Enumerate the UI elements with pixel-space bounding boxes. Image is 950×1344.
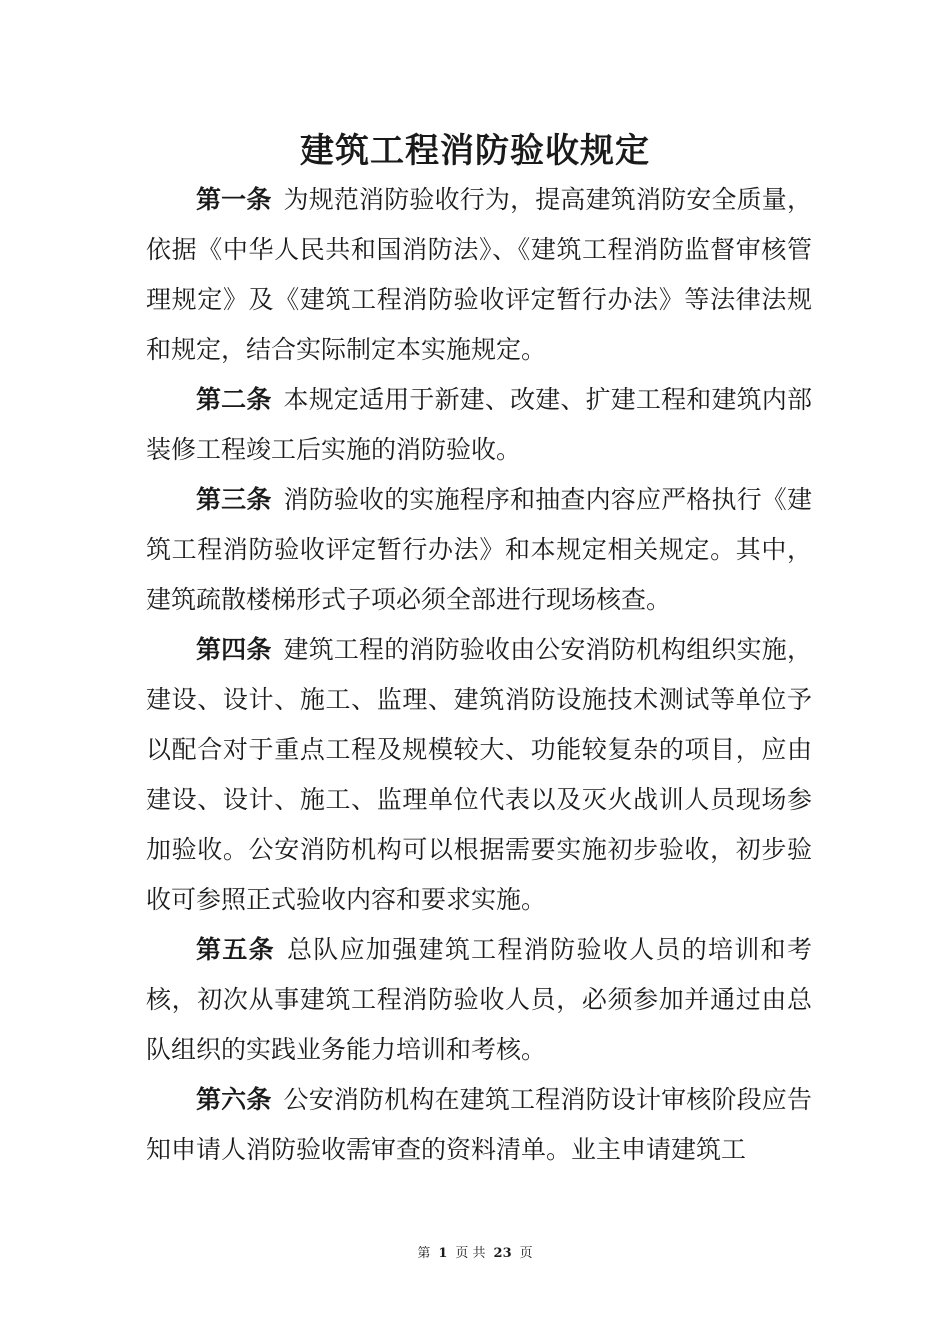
document-title: 建筑工程消防验收规定 bbox=[300, 131, 650, 171]
article-label: 第二条 bbox=[196, 385, 272, 414]
document-body bbox=[146, 175, 812, 1175]
article-5 bbox=[146, 925, 812, 1075]
article-text: 总队应加强建筑工程消防验收人员的培训和考核，初次从事建筑工程消防验收人员，必须参加并通过由总队组织的实践业务能力培训和考核。 bbox=[146, 935, 812, 1064]
article-3 bbox=[146, 475, 812, 625]
article-label: 第五条 bbox=[196, 935, 275, 964]
article-2 bbox=[146, 375, 812, 475]
footer-suffix: 页 bbox=[519, 1246, 533, 1261]
page-footer bbox=[0, 1244, 950, 1264]
total-page-count: 23 bbox=[493, 1246, 512, 1261]
article-text: 为规范消防验收行为，提高建筑消防安全质量，依据《中华人民共和国消防法》、《建筑工程消防监督审核管理规定》及《建筑工程消防验收评定暂行办法》等法律法规和规定，结合实际制定本实施规定。 bbox=[146, 185, 812, 364]
article-text: 公安消防机构在建筑工程消防设计审核阶段应告知申请人消防验收需审查的资料清单。业主申请建筑工 bbox=[146, 1085, 812, 1164]
article-text: 消防验收的实施程序和抽查内容应严格执行《建筑工程消防验收评定暂行办法》和本规定相关规定。其中，建筑疏散楼梯形式子项必须全部进行现场核查。 bbox=[146, 485, 812, 614]
article-text: 本规定适用于新建、改建、扩建工程和建筑内部装修工程竣工后实施的消防验收。 bbox=[146, 385, 812, 464]
article-label: 第三条 bbox=[196, 485, 272, 514]
footer-prefix: 第 bbox=[417, 1246, 431, 1261]
current-page-number: 1 bbox=[438, 1246, 448, 1261]
article-label: 第六条 bbox=[196, 1085, 272, 1114]
article-1 bbox=[146, 175, 812, 375]
footer-middle: 页 共 bbox=[455, 1246, 486, 1261]
article-label: 第一条 bbox=[196, 185, 272, 214]
article-4 bbox=[146, 625, 812, 925]
article-text: 建筑工程的消防验收由公安消防机构组织实施，建设、设计、施工、监理、建筑消防设施技术测试等单位予以配合对于重点工程及规模较大、功能较复杂的项目，应由建设、设计、施工、监理单位代表以及灭火战训人员现场参加验收。公安消防机构可以根据需要实施初步验收，初步验收可参照正式验收内容和要求实施。 bbox=[146, 635, 812, 914]
article-label: 第四条 bbox=[196, 635, 272, 664]
article-6 bbox=[146, 1075, 812, 1175]
